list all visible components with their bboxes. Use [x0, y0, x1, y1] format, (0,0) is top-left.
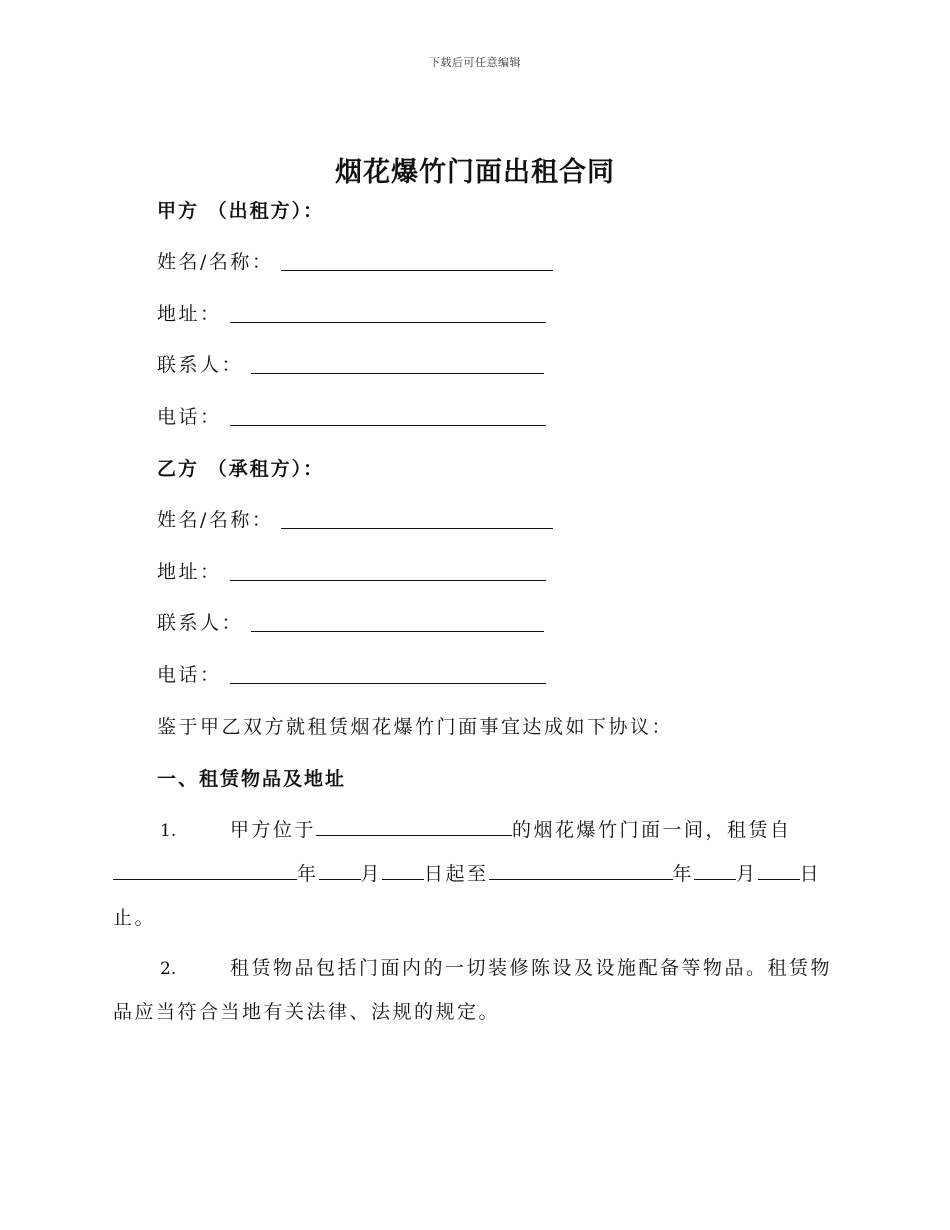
party-b-contact-field	[157, 608, 544, 638]
section-1-heading: 一、租赁物品及地址	[157, 768, 347, 790]
party-b-phone-blank[interactable]	[230, 667, 546, 684]
clause-1: 1. 甲方位于 的烟花爆竹门面一间，租赁自 年 月 日起至 年 月 日 止。	[113, 808, 833, 940]
party-a-phone-blank[interactable]	[230, 409, 546, 426]
party-b-phone-field	[157, 660, 546, 690]
end-year-blank[interactable]	[489, 861, 673, 880]
party-a-contact-blank[interactable]	[251, 357, 544, 374]
field-label: 电话：	[157, 664, 222, 686]
party-b-address-field	[157, 557, 546, 587]
party-a-address-field	[157, 299, 546, 329]
header-note: 下载后可任意编辑	[429, 56, 521, 69]
start-month-blank[interactable]	[319, 861, 361, 880]
field-label: 姓名/名称：	[157, 251, 274, 273]
clause-number: 1.	[160, 821, 177, 841]
clause-number: 2.	[160, 959, 177, 979]
party-a-name-blank[interactable]	[281, 254, 553, 271]
party-b-name-blank[interactable]	[281, 512, 553, 529]
party-b-heading: 乙方 （承租方）：	[157, 458, 325, 480]
field-label: 地址：	[157, 303, 222, 325]
field-label: 电话：	[157, 406, 222, 428]
field-label: 联系人：	[157, 612, 244, 634]
intro-text: 鉴于甲乙双方就租赁烟花爆竹门面事宜达成如下协议：	[157, 716, 674, 738]
document-title: 烟花爆竹门面出租合同	[335, 157, 615, 188]
start-year-blank[interactable]	[113, 861, 297, 880]
start-day-blank[interactable]	[382, 861, 424, 880]
field-label: 联系人：	[157, 354, 244, 376]
clause-2: 2. 租赁物品包括门面内的一切装修陈设及设施配备等物品。租赁物 品应当符合当地有关法律、法规的规定。	[113, 946, 833, 1034]
party-a-phone-field	[157, 402, 546, 432]
party-a-address-blank[interactable]	[230, 306, 546, 323]
party-a-heading: 甲方 （出租方）：	[157, 200, 325, 222]
field-label: 地址：	[157, 561, 222, 583]
party-a-contact-field	[157, 350, 544, 380]
party-b-address-blank[interactable]	[230, 564, 546, 581]
party-b-contact-blank[interactable]	[251, 615, 544, 632]
location-blank[interactable]	[316, 817, 512, 836]
party-b-name-field	[157, 505, 553, 535]
end-month-blank[interactable]	[694, 861, 736, 880]
field-label: 姓名/名称：	[157, 509, 274, 531]
end-day-blank[interactable]	[758, 861, 800, 880]
party-a-name-field	[157, 247, 553, 277]
